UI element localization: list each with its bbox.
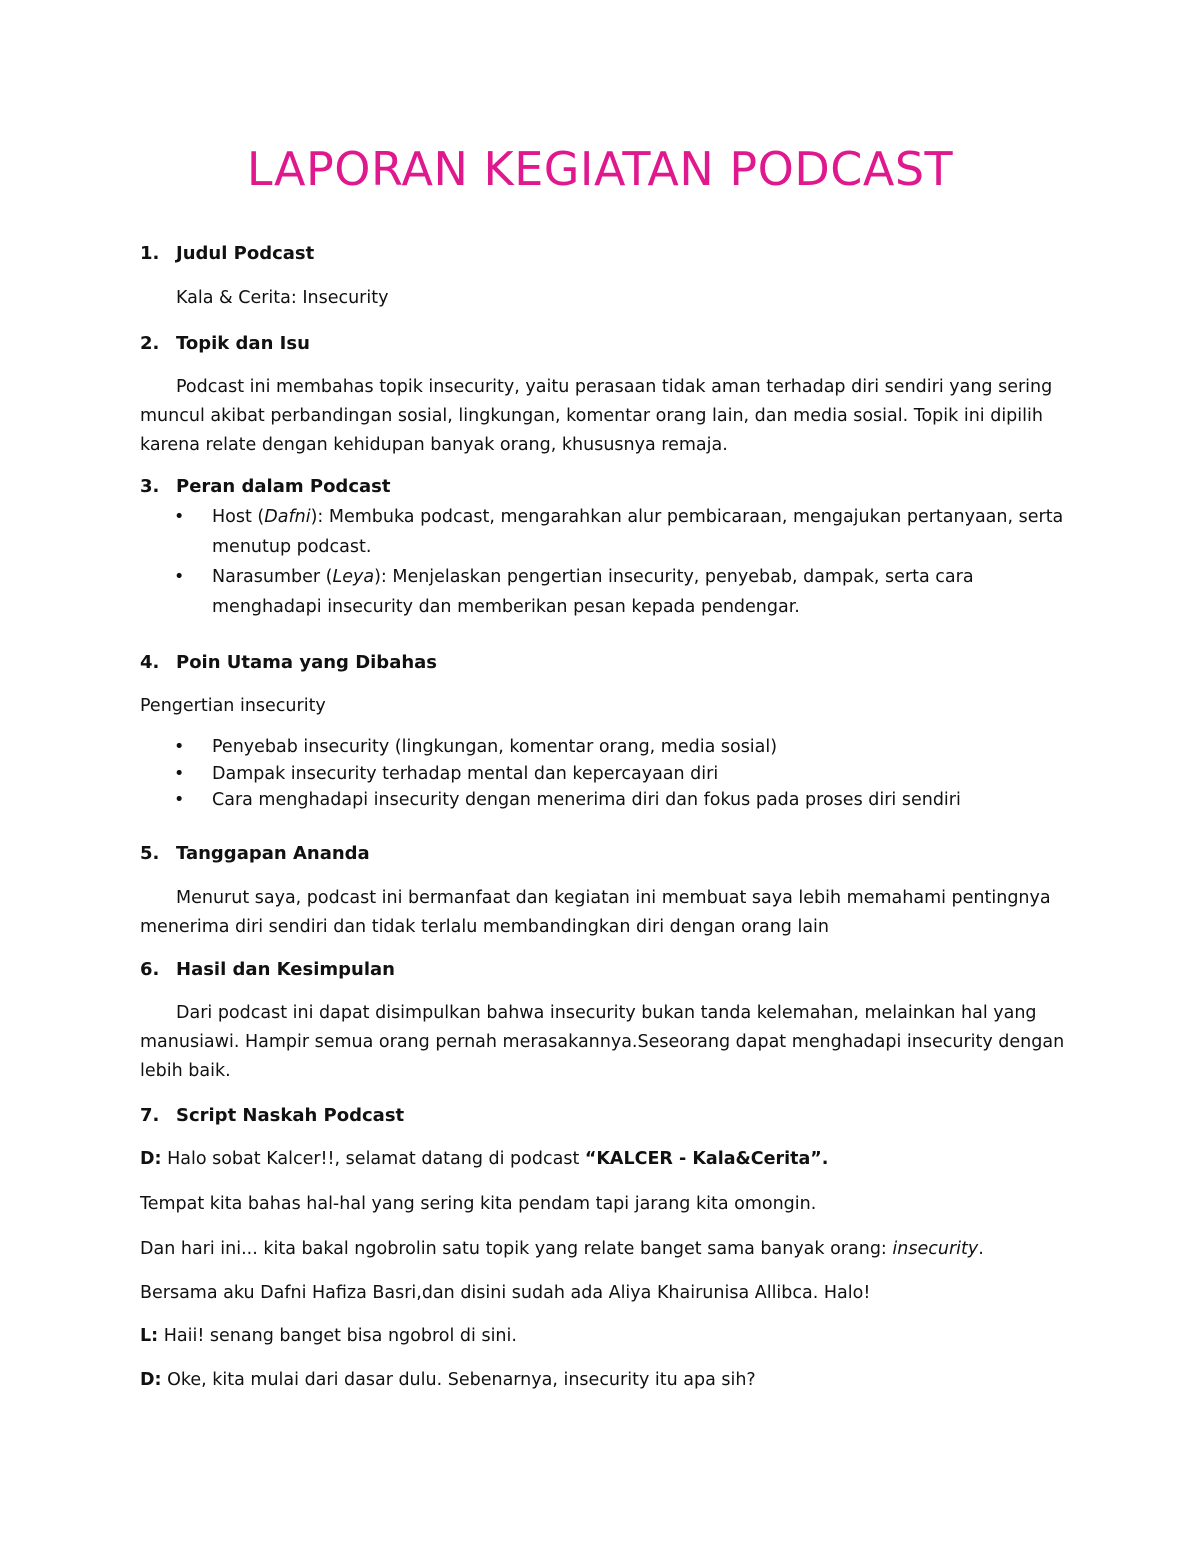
role-name: Dafni <box>264 507 311 527</box>
script-line-5 <box>140 1322 1070 1351</box>
section-number: 4. <box>140 652 160 673</box>
podcast-name: “KALCER - Kala&Cerita”. <box>584 1149 829 1169</box>
points-list <box>140 734 1070 814</box>
role-prefix: Narasumber ( <box>212 567 333 587</box>
script-line-4: Bersama aku Dafni Hafiza Basri,dan disini sudah ada Aliya Khairunisa Allibca. Halo! <box>140 1283 871 1303</box>
list-item <box>140 761 1070 788</box>
section-6-heading <box>140 955 1070 984</box>
script-text: Halo sobat Kalcer!!, selamat datang di podcast <box>161 1149 585 1169</box>
section-heading: Hasil dan Kesimpulan <box>176 959 395 980</box>
list-item <box>140 734 1070 761</box>
section-heading: Peran dalam Podcast <box>176 476 391 497</box>
section-3-heading <box>140 472 1070 501</box>
script-text: Dan hari ini... kita bakal ngobrolin satu topik yang relate banget sama banyak orang: <box>140 1239 893 1259</box>
role-name: Leya <box>332 567 375 587</box>
section-4-heading <box>140 648 1070 677</box>
section-5-heading <box>140 839 1070 868</box>
section-4-intro: Pengertian insecurity <box>140 696 326 716</box>
list-item <box>140 787 1070 814</box>
script-line-3 <box>140 1235 1070 1264</box>
bullet-icon: • <box>174 567 185 587</box>
script-text-end: . <box>978 1239 984 1259</box>
section-heading: Script Naskah Podcast <box>176 1105 405 1126</box>
role-description: ): Membuka podcast, mengarahkan alur pembicaraan, mengajukan pertanyaan, serta menutup podcast. <box>212 507 1064 557</box>
point-text: Cara menghadapi insecurity dengan menerima diri dan fokus pada proses diri sendiri <box>212 790 961 810</box>
bullet-icon: • <box>174 790 185 810</box>
section-number: 2. <box>140 333 160 354</box>
bullet-icon: • <box>174 737 185 757</box>
point-text: Penyebab insecurity (lingkungan, komentar orang, media sosial) <box>212 737 778 757</box>
section-1-body: Kala & Cerita: Insecurity <box>176 288 389 308</box>
section-number: 5. <box>140 843 160 864</box>
speaker-label: L: <box>140 1326 159 1346</box>
section-5-body: Menurut saya, podcast ini bermanfaat dan kegiatan ini membuat saya lebih memahami pentingnya menerima diri sendiri dan tidak terlalu membandingkan diri dengan orang lain <box>140 888 1051 937</box>
section-2-body: Podcast ini membahas topik insecurity, yaitu perasaan tidak aman terhadap diri sendiri yang sering muncul akibat perbandingan sosial, lingkungan, komentar orang lain, dan media sosial. Topik ini dipilih karena relate dengan kehidupan banyak orang, khususnya remaja. <box>140 377 1053 455</box>
script-line-1 <box>140 1145 1070 1174</box>
section-heading: Topik dan Isu <box>176 333 310 354</box>
section-number: 6. <box>140 959 160 980</box>
script-text: Haii! senang banget bisa ngobrol di sini. <box>158 1326 517 1346</box>
list-item <box>140 562 1070 622</box>
section-heading: Judul Podcast <box>176 243 315 264</box>
section-7-heading <box>140 1101 1070 1130</box>
role-prefix: Host ( <box>212 507 265 527</box>
list-item <box>140 502 1070 562</box>
roles-list <box>140 502 1070 622</box>
bullet-icon: • <box>174 763 185 784</box>
section-6-body: Dari podcast ini dapat disimpulkan bahwa insecurity bukan tanda kelemahan, melainkan hal yang manusiawi. Hampir semua orang pernah merasakannya.Seseorang dapat menghadapi insecurity dengan lebih baik. <box>140 1003 1065 1081</box>
role-description: ): Menjelaskan pengertian insecurity, penyebab, dampak, serta cara menghadapi insecurity dan memberikan pesan kepada pendengar. <box>212 567 974 617</box>
speaker-label: D: <box>140 1370 162 1390</box>
script-line-2: Tempat kita bahas hal-hal yang sering kita pendam tapi jarang kita omongin. <box>140 1194 817 1214</box>
section-number: 1. <box>140 243 160 264</box>
section-heading: Poin Utama yang Dibahas <box>176 652 438 673</box>
script-text: Oke, kita mulai dari dasar dulu. Sebenarnya, insecurity itu apa sih? <box>161 1370 756 1390</box>
bullet-icon: • <box>174 507 185 527</box>
speaker-label: D: <box>140 1149 162 1169</box>
section-1-heading <box>140 239 1070 268</box>
script-line-6 <box>140 1366 1070 1395</box>
point-text: Dampak insecurity terhadap mental dan kepercayaan diri <box>212 763 719 784</box>
document-title: LAPORAN KEGIATAN PODCAST <box>246 142 954 196</box>
section-heading: Tanggapan Ananda <box>176 843 370 864</box>
section-number: 3. <box>140 476 160 497</box>
script-emphasis: insecurity <box>892 1239 979 1259</box>
section-number: 7. <box>140 1105 160 1126</box>
section-2-heading <box>140 329 1070 358</box>
